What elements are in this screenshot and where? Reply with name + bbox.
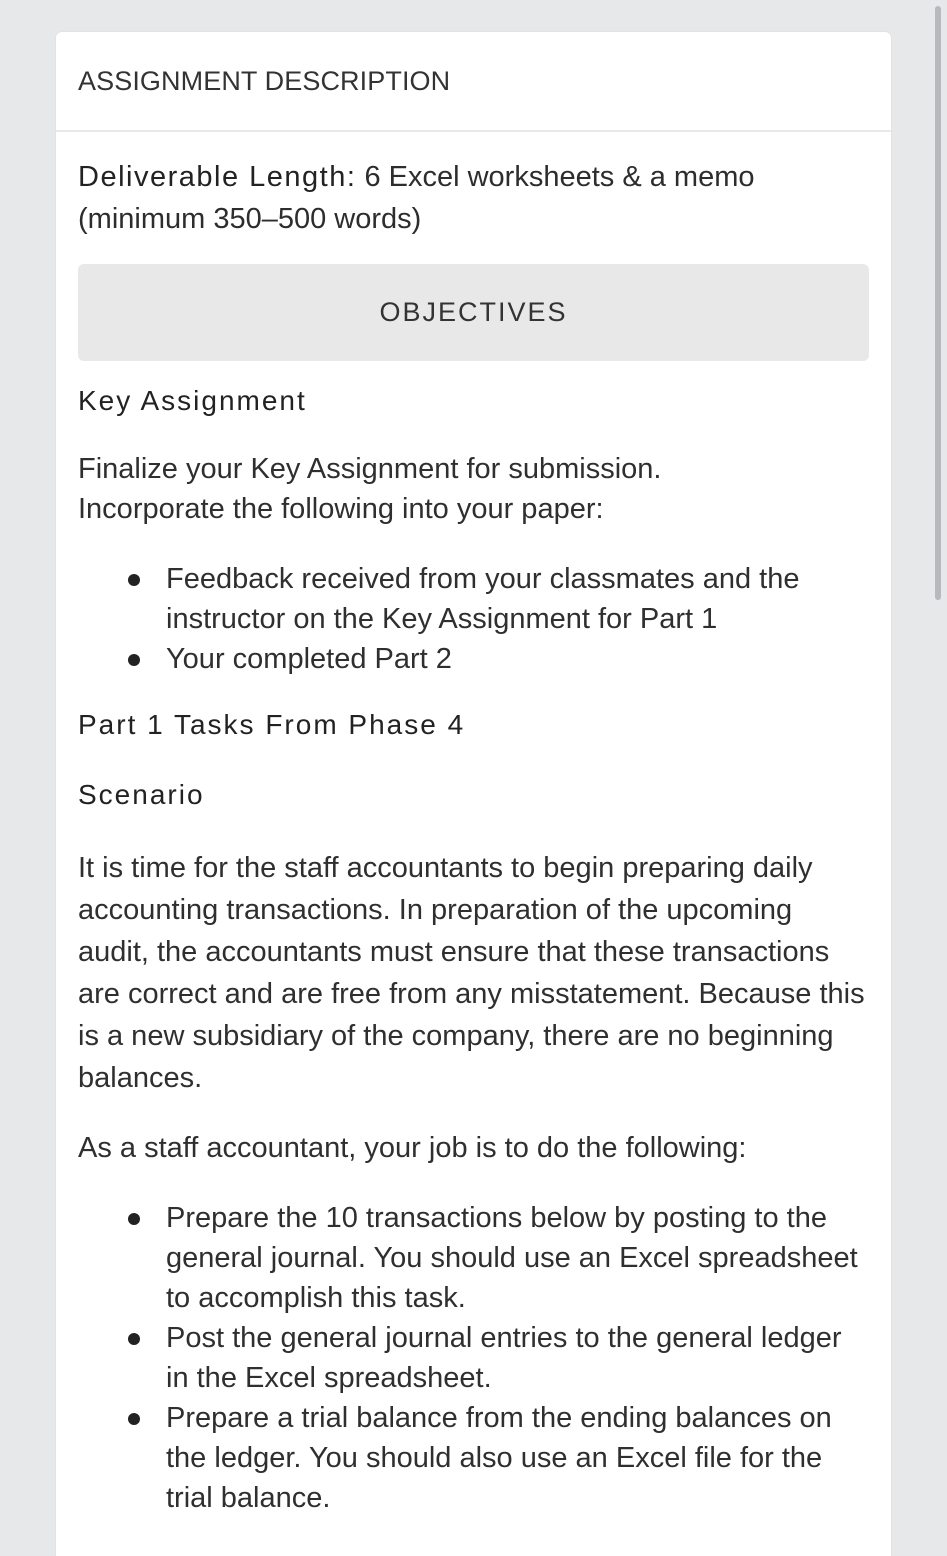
deliverable-length	[78, 156, 869, 240]
list-item	[78, 1398, 869, 1518]
bullet-icon	[128, 1333, 140, 1345]
card-body	[56, 156, 891, 1518]
page-title: ASSIGNMENT DESCRIPTION	[78, 65, 451, 96]
objectives-label: OBJECTIVES	[379, 297, 568, 327]
list-item	[78, 639, 869, 679]
bullet-icon	[128, 1213, 140, 1225]
deliverable-label: Deliverable Length:	[78, 161, 357, 193]
part1-heading: Part 1 Tasks From Phase 4	[78, 709, 466, 740]
tasks-list	[78, 1198, 869, 1518]
list-item	[78, 1198, 869, 1318]
intro-line-2: Incorporate the following into your paper:	[78, 493, 604, 525]
list-item-text: Post the general journal entries to the general ledger in the Excel spreadsheet.	[166, 1322, 842, 1394]
scenario-heading: Scenario	[78, 779, 205, 810]
deliverable-value: 6 Excel worksheets & a memo (minimum 350–500 words)	[78, 161, 755, 235]
bullet-icon	[128, 1413, 140, 1425]
key-assignment-heading: Key Assignment	[78, 385, 307, 416]
key-assignment-list	[78, 559, 869, 679]
objectives-section-header[interactable]	[78, 264, 869, 361]
scrollbar-track[interactable]	[931, 0, 947, 1556]
list-item-text: Your completed Part 2	[166, 643, 452, 675]
list-item-text: Feedback received from your classmates and the instructor on the Key Assignment for Part 1	[166, 563, 800, 635]
job-intro: As a staff accountant, your job is to do the following:	[78, 1132, 747, 1164]
bullet-icon	[128, 654, 140, 666]
intro-line-1: Finalize your Key Assignment for submission.	[78, 453, 662, 485]
scrollbar-thumb[interactable]	[935, 6, 941, 600]
list-item-text: Prepare a trial balance from the ending balances on the ledger. You should also use an Excel file for the trial balance.	[166, 1402, 832, 1514]
scenario-text: It is time for the staff accountants to begin preparing daily accounting transactions. In preparation of the upcoming audit, the accountants must ensure that these transactions are correct and are free from any misstatement. Because this is a new subsidiary of the company, there are no beginning balances.	[78, 852, 865, 1094]
list-item	[78, 1318, 869, 1398]
list-item	[78, 559, 869, 639]
bullet-icon	[128, 574, 140, 586]
card-header	[56, 32, 891, 132]
list-item-text: Prepare the 10 transactions below by posting to the general journal. You should use an Excel spreadsheet to accomplish this task.	[166, 1202, 858, 1314]
key-assignment-intro	[78, 449, 869, 529]
assignment-card	[56, 32, 891, 1556]
